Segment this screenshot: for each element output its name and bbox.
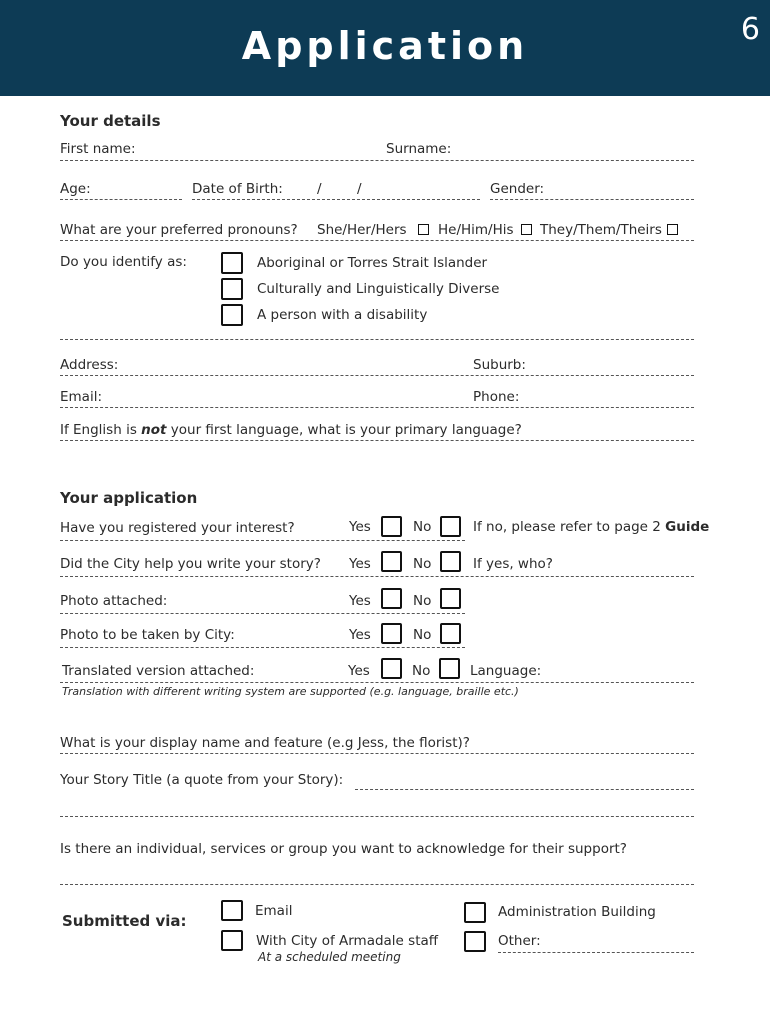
page-number: 6 (740, 12, 760, 47)
photo-city-yes-checkbox[interactable] (381, 623, 402, 644)
suburb-label: Suburb: (473, 357, 526, 373)
language-field[interactable] (60, 440, 694, 441)
photo-city-no-checkbox[interactable] (440, 623, 461, 644)
story-title-field-2[interactable] (60, 816, 694, 817)
language-label: Language: (470, 663, 542, 679)
pronoun-she-label: She/Her/Hers (317, 222, 407, 238)
city-help-no-checkbox[interactable] (440, 551, 461, 572)
city-help-note: If yes, who? (473, 556, 553, 572)
first-name-field[interactable] (60, 160, 694, 161)
yes-label: Yes (349, 627, 371, 643)
email-label: Email: (60, 389, 103, 405)
yes-label: Yes (349, 593, 371, 609)
submit-other-checkbox[interactable] (464, 931, 486, 952)
photo-attached-no-checkbox[interactable] (440, 588, 461, 609)
first-name-label: First name: (60, 141, 136, 157)
your-application-heading: Your application (60, 489, 198, 507)
photo-attached-line (60, 613, 465, 614)
address-label: Address: (60, 357, 119, 373)
aboriginal-label: Aboriginal or Torres Strait Islander (257, 255, 488, 271)
pronouns-line (60, 240, 694, 241)
surname-label: Surname: (386, 141, 452, 157)
photo-city-line (60, 647, 465, 648)
registered-note: If no, please refer to page 2 Guide (473, 519, 710, 535)
submit-admin-label: Administration Building (498, 904, 656, 920)
submit-email-checkbox[interactable] (221, 900, 243, 921)
submit-other-field[interactable] (498, 952, 694, 953)
submit-staff-checkbox[interactable] (221, 930, 243, 951)
pronoun-she-checkbox[interactable] (418, 224, 429, 235)
pronouns-question: What are your preferred pronouns? (60, 222, 298, 238)
disability-checkbox[interactable] (221, 304, 243, 326)
your-details-heading: Your details (60, 112, 161, 130)
age-label: Age: (60, 181, 91, 197)
city-help-question: Did the City help you write your story? (60, 556, 321, 572)
page-header (0, 0, 770, 96)
aboriginal-checkbox[interactable] (221, 252, 243, 274)
address-field[interactable] (60, 375, 694, 376)
no-label: No (413, 593, 432, 609)
photo-attached-yes-checkbox[interactable] (381, 588, 402, 609)
submit-admin-checkbox[interactable] (464, 902, 486, 923)
registered-question: Have you registered your interest? (60, 520, 295, 536)
no-label: No (413, 519, 432, 535)
acknowledge-question: Is there an individual, services or group you want to acknowledge for their support? (60, 841, 627, 857)
no-label: No (413, 556, 432, 572)
pronoun-he-checkbox[interactable] (521, 224, 532, 235)
yes-label: Yes (349, 519, 371, 535)
phone-label: Phone: (473, 389, 520, 405)
disability-label: A person with a disability (257, 307, 428, 323)
dob-separator: / (357, 181, 362, 197)
submitted-via-label: Submitted via: (62, 912, 187, 930)
submit-staff-label: With City of Armadale staff (256, 933, 439, 949)
gender-field[interactable] (490, 199, 694, 200)
page-title: Application (241, 24, 529, 68)
story-title-field[interactable] (355, 789, 694, 790)
yes-label: Yes (349, 556, 371, 572)
display-name-field[interactable] (60, 753, 694, 754)
submit-staff-sub: At a scheduled meeting (258, 950, 401, 964)
photo-city-question: Photo to be taken by City: (60, 627, 235, 643)
cald-label: Culturally and Linguistically Diverse (257, 281, 500, 297)
submit-email-label: Email (255, 903, 293, 919)
dob-separator: / (317, 181, 322, 197)
acknowledge-field[interactable] (60, 884, 694, 885)
age-field[interactable] (60, 199, 182, 200)
pronoun-they-checkbox[interactable] (667, 224, 678, 235)
identify-question: Do you identify as: (60, 254, 187, 270)
cald-checkbox[interactable] (221, 278, 243, 300)
identify-line (60, 339, 694, 340)
english-question: If English is not your first language, what is your primary language? (60, 422, 522, 438)
registered-yes-checkbox[interactable] (381, 516, 402, 537)
submit-other-label: Other: (498, 933, 541, 949)
translated-yes-checkbox[interactable] (381, 658, 402, 679)
no-label: No (413, 627, 432, 643)
city-help-field[interactable] (60, 576, 694, 577)
translation-note: Translation with different writing system are supported (e.g. language, braille etc.) (62, 685, 519, 698)
pronoun-he-label: He/Him/His (438, 222, 514, 238)
story-title-question: Your Story Title (a quote from your Story): (60, 772, 344, 788)
email-field[interactable] (60, 407, 694, 408)
pronoun-they-label: They/Them/Theirs (540, 222, 662, 238)
registered-no-checkbox[interactable] (440, 516, 461, 537)
no-label: No (412, 663, 431, 679)
translated-question: Translated version attached: (62, 663, 255, 679)
dob-label: Date of Birth: (192, 181, 283, 197)
dob-field[interactable] (192, 199, 480, 200)
city-help-yes-checkbox[interactable] (381, 551, 402, 572)
photo-attached-question: Photo attached: (60, 593, 168, 609)
translated-no-checkbox[interactable] (439, 658, 460, 679)
display-name-question: What is your display name and feature (e.g Jess, the florist)? (60, 735, 470, 751)
registered-line (60, 540, 465, 541)
gender-label: Gender: (490, 181, 545, 197)
yes-label: Yes (348, 663, 370, 679)
language-field[interactable] (60, 682, 694, 683)
